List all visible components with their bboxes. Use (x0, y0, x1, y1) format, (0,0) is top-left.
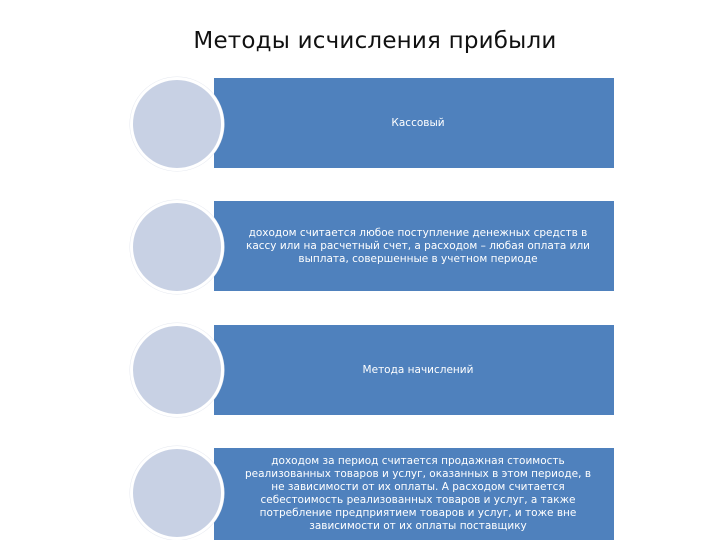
method-box-cash-description-text: доходом считается любое поступление денежных средств в кассу или на расчетный счет, а расходом – любая оплата или выплата, совершенные в учетном периоде (245, 226, 590, 265)
circle-marker-1 (130, 77, 224, 171)
method-box-accrual (214, 325, 614, 415)
method-box-cash (214, 78, 614, 168)
method-box-cash-description (214, 201, 614, 291)
page-title: Методы исчисления прибыли (193, 28, 557, 54)
circle-marker-2 (130, 200, 224, 294)
method-box-cash-text: Кассовый (391, 116, 445, 129)
method-box-accrual-description-text: доходом за период считается продажная стоимость реализованных товаров и услуг, оказанных в этом периоде, в не зависимости от их оплаты. А расходом считается себестоимость реализованных товаров и услуг, а также потребление предприятием товаров и услуг, и тоже вне зависимости от их оплаты поставщику (244, 455, 592, 532)
method-box-accrual-text: Метода начислений (362, 363, 474, 376)
circle-marker-3 (130, 323, 224, 417)
method-box-accrual-description (214, 448, 614, 540)
circle-marker-4 (130, 446, 224, 540)
